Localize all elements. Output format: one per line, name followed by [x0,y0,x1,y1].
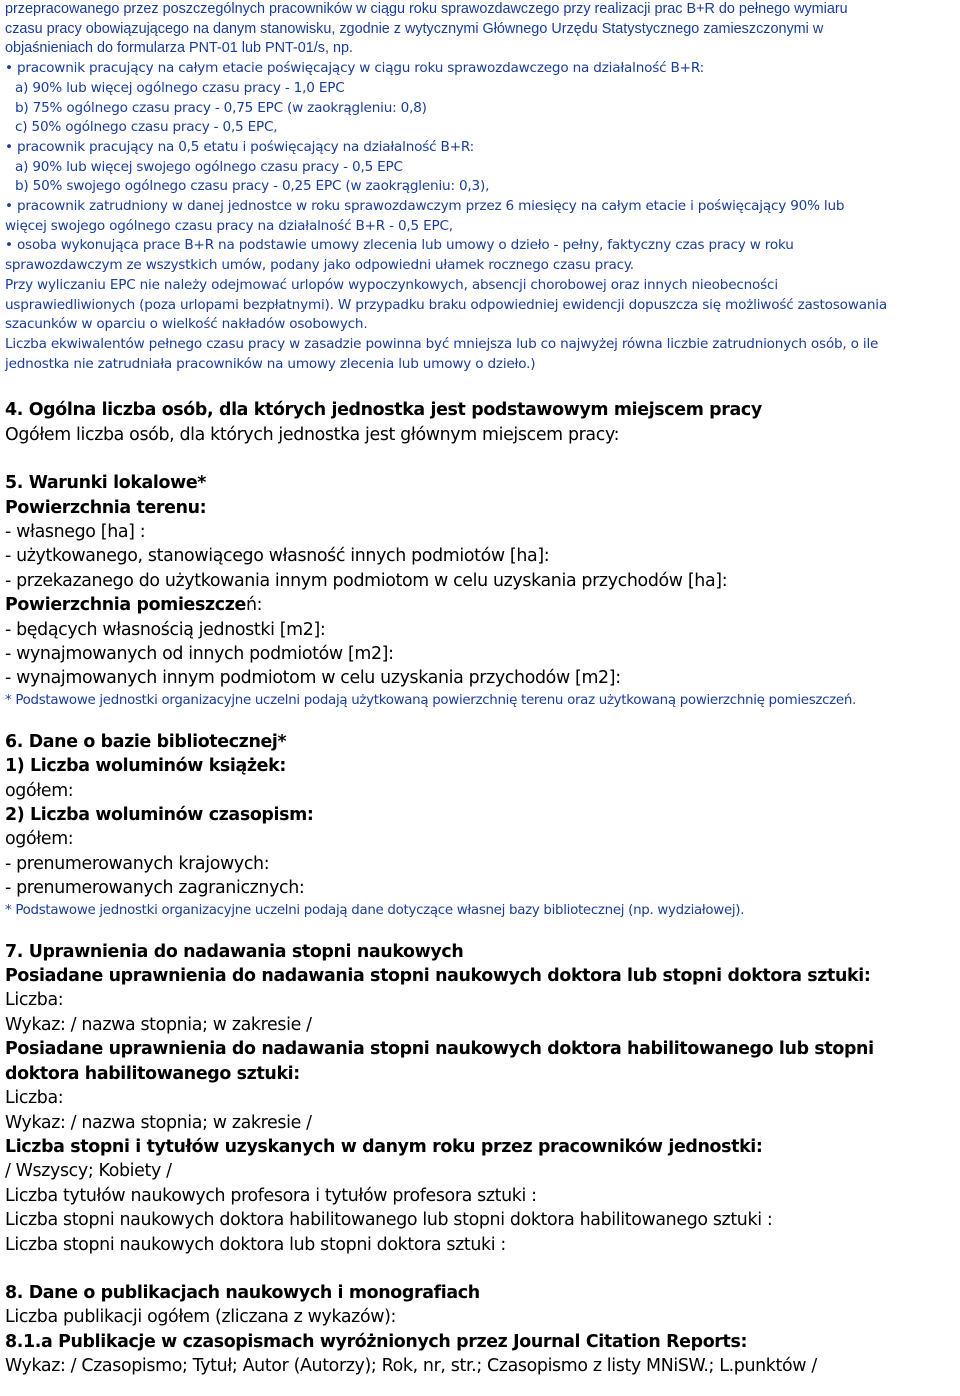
section-4 [5,398,955,447]
form-field-line: Wykaz: / Czasopismo; Tytuł; Autor (Autorzy); Rok, nr, str.; Czasopismo z listy MNiSW.; L.punktów / [5,1356,817,1377]
form-field-line: - własnego [ha] : [5,521,146,542]
section-heading: 4. Ogólna liczba osób, dla których jednostka jest podstawowym miejscem pracy [5,400,762,421]
form-field-line: ogółem: [5,829,74,850]
form-field-line: Liczba: [5,990,64,1011]
form-field-line: Liczba publikacji ogółem (zliczana z wykazów): [5,1307,397,1328]
footnote: * Podstawowe jednostki organizacyjne uczelni podają dane dotyczące własnej bazy bibliotecznej (np. wydziałowej). [5,902,745,918]
bullet-item: b) 50% swojego ogólnego czasu pracy - 0,25 EPC (w zaokrągleniu: 0,3), [15,178,490,195]
form-field-line: / Wszyscy; Kobiety / [5,1161,172,1182]
subsection-heading [5,593,955,617]
form-field-line: Liczba tytułów naukowych profesora i tytułów profesora sztuki : [5,1185,537,1206]
form-field-line: Liczba stopni naukowych doktora lub stopni doktora sztuki : [5,1234,506,1255]
bullet-contract: • osoba wykonująca prace B+R na podstawie umowy zlecenia lub umowy o dzieło - pełny, faktyczny czas pracy w roku [5,237,794,254]
form-field-line: - przekazanego do użytkowania innym podmiotom w celu uzyskania przychodów [ha]: [5,570,728,591]
form-field-line: Liczba: [5,1088,64,1109]
paragraph-line: szacunków w oparciu o wielkość nakładów osobowych. [5,316,368,333]
bullet-item: b) 75% ogólnego czasu pracy - 0,75 EPC (w zaokrągleniu: 0,8) [15,99,427,116]
intro-line: objaśnieniach do formularza PNT-01 lub PNT-01/s, np. [5,40,353,57]
subsection-heading: doktora habilitowanego sztuki: [5,1063,300,1084]
section-heading: 7. Uprawnienia do nadawania stopni naukowych [5,941,464,962]
bullet-item: c) 50% ogólnego czasu pracy - 0,5 EPC, [15,119,278,136]
section-heading: 8. Dane o publikacjach naukowych i monografiach [5,1282,480,1303]
form-field-line: Wykaz: / nazwa stopnia; w zakresie / [5,1014,312,1035]
form-field-line: Ogółem liczba osób, dla których jednostka jest głównym miejscem pracy: [5,424,620,445]
form-field-line: - prenumerowanych krajowych: [5,853,270,874]
form-field-line: ogółem: [5,780,74,801]
intro-line: przepracowanego przez poszczególnych pracowników w ciągu roku sprawozdawczego przy realizacji prac B+R do pełnego wymiaru [5,1,848,17]
subsection-heading: Posiadane uprawnienia do nadawania stopni naukowych doktora habilitowanego lub stopni [5,1039,874,1060]
subsection-heading: 2) Liczba woluminów czasopism: [5,805,314,826]
form-field-line: Wykaz: / nazwa stopnia; w zakresie / [5,1112,312,1133]
subsection-heading: Powierzchnia terenu: [5,497,207,518]
bullet-half-time: • pracownik pracujący na 0,5 etatu i poświęcający na działalność B+R: [5,138,475,155]
form-field-line: - będących własnością jednostki [m2]: [5,619,326,640]
paragraph-line: jednostka nie zatrudniała pracowników na umowy zlecenia lub umowy o dzieło.) [5,355,536,372]
form-field-line: Liczba stopni naukowych doktora habilitowanego lub stopni doktora habilitowanego sztuki : [5,1210,773,1231]
form-field-line: - użytkowanego, stanowiącego własność innych podmiotów [ha]: [5,546,550,567]
intro-line: czasu pracy obowiązującego na danym stanowisku, zgodnie z wytycznymi Głównego Urzędu Statystycznego zamieszczonymi w [5,20,824,37]
form-field-line: - wynajmowanych od innych podmiotów [m2]: [5,644,394,665]
bullet-item: a) 90% lub więcej swojego ogólnego czasu pracy - 0,5 EPC [15,158,403,175]
section-5 [5,471,955,710]
document-page [5,0,955,1379]
bullet-six-months: • pracownik zatrudniony w danej jednostce w roku sprawozdawczym przez 6 miesięcy na całym etacie i poświęcający 90% lub [5,198,845,215]
paragraph-line: Przy wyliczaniu EPC nie należy odejmować urlopów wypoczynkowych, absencji chorobowej oraz innych nieobecności [5,276,778,293]
section-8 [5,1281,955,1379]
bullet-item: a) 90% lub więcej ogólnego czasu pracy - 1,0 EPC [15,79,345,96]
subsection-heading: Posiadane uprawnienia do nadawania stopni naukowych doktora lub stopni doktora sztuki: [5,966,871,987]
subsection-heading-tail: ń: [245,595,263,616]
subsection-heading: 8.1.a Publikacje w czasopismach wyróżnionych przez Journal Citation Reports: [5,1331,748,1352]
subsection-heading: 1) Liczba woluminów książek: [5,756,286,777]
paragraph-line: Liczba ekwiwalentów pełnego czasu pracy w zasadzie powinna być mniejsza lub co najwyżej równa liczbie zatrudnionych osób, o ile [5,335,879,352]
intro-block [5,0,955,374]
form-field-line: - prenumerowanych zagranicznych: [5,878,305,899]
form-field-line: - wynajmowanych innym podmiotom w celu uzyskania przychodów [m2]: [5,668,621,689]
subsection-heading: Liczba stopni i tytułów uzyskanych w danym roku przez pracowników jednostki: [5,1136,763,1157]
bullet-continuation: sprawozdawczym ze wszystkich umów, podany jako odpowiedni ułamek rocznego czasu pracy. [5,257,634,274]
bullet-continuation: więcej swojego ogólnego czasu pracy na działalność B+R - 0,5 EPC, [5,217,453,234]
subsection-heading-bold: Powierzchnia pomieszcze [5,595,246,616]
paragraph-line: usprawiedliwionych (poza urlopami bezpłatnymi). W przypadku braku odpowiedniej ewidencji dopuszcza się możliwość zastosowania [5,296,887,313]
section-7 [5,940,955,1257]
section-heading: 6. Dane o bazie bibliotecznej* [5,731,287,752]
bullet-full-time: • pracownik pracujący na całym etacie poświęcający w ciągu roku sprawozdawczego na działalność B+R: [5,60,705,77]
footnote: * Podstawowe jednostki organizacyjne uczelni podają użytkowaną powierzchnię terenu oraz użytkowaną powierzchnię pomieszczeń. [5,692,856,708]
section-6 [5,730,955,920]
section-heading: 5. Warunki lokalowe* [5,473,207,494]
